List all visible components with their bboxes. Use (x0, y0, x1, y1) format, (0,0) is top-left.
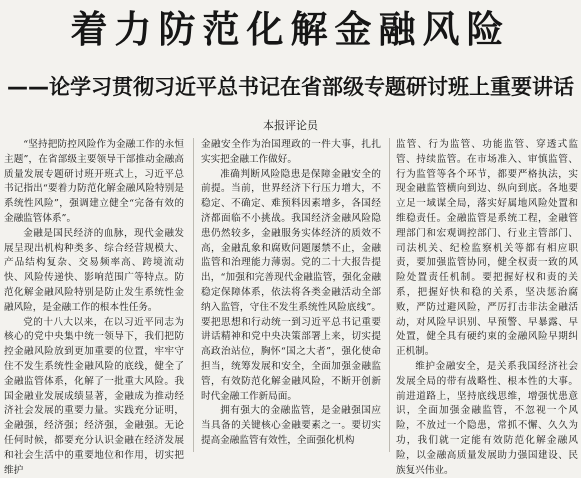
paragraph: 准确判断风险隐患是保障金融安全的前提。当前，世界经济下行压力增大，不稳定、不确定、难预料因素增多，各国经济都面临不小挑战。我国经济金融风险隐患仍然较多，金融服务实体经济的质效不高，金融乱象和腐败问题屡禁不止，金融监管和治理能力薄弱。党的二十大报告提出，“加强和完善现代金融监管，强化金融稳定保障体系，依法将各类金融活动全部纳入监管，守住不发生系统性风险底线”。要把思想和行动统一到习近平总书记重要讲话精神和党中央决策部署上来，切实提高政治站位，胸怀“国之大者”，强化使命担当，统筹发展和安全，全面加强金融监管，有效防范化解金融风险，不断开创新时代金融工作新局面。 (201, 168, 381, 402)
column-divider (193, 138, 194, 452)
paragraph: 监管、行为监管、功能监管、穿透式监管、持续监管。在市场准入、审慎监管、行为监管等各个环节，都要严格执法，实现金融监管横向到边、纵向到底。各地要立足一域谋全局，落实好属地风险处置和维稳责任。金融监管是系统工程，金融管理部门和宏观调控部门、行业主管部门、司法机关、纪检监察机关等都有相应职责，要加强监管协同，健全权责一致的风险处置责任机制。要把握好权和责的关系，把握好快和稳的关系，坚决惩治腐败，严防过避风险，严厉打击非法金融活动，对风险早识别、早预警、早暴露、早处置，健全具有硬约束的金融风险早期纠正机制。 (396, 139, 578, 358)
paragraph: 党的十八大以来，在以习近平同志为核心的党中央集中统一领导下，我们把防控金融风险放到更加重要的位置，牢牢守住不发生系统性金融风险的底线，健全了金融监管体系，化解了一批重大风险。我国金融业发展成绩显著，金融成为推动经济社会发展的重要力量。实践充分证明，金融强，经济强；经济强，金融强。无论任何时候，都要充分认识金融在经济发展和社会生活中的重要地位和作用，切实把维护 (4, 316, 184, 476)
paragraph: “坚持把防控风险作为金融工作的永恒主题”，在省部级主要领导干部推动金融高质量发展专题研讨班开班式上，习近平总书记指出“要着力防范化解金融风险特别是系统性风险”，强调建立健全“完备有效的金融监管体系”。 (4, 139, 184, 224)
byline: 本报评论员 (263, 119, 318, 132)
article-column-1 (4, 138, 184, 476)
subtitle: ——论学习贯彻习近平总书记在省部级专题研讨班上重要讲话 (7, 75, 574, 99)
article-column-3 (396, 138, 578, 476)
headline: 着力防范化解金融风险 (70, 8, 511, 51)
paragraph: 拥有强大的金融监管，是金融强国应当具备的关键核心金融要素之一。要切实提高金融监管有效性，全面强化机构 (201, 405, 381, 446)
article-column-2 (201, 138, 381, 454)
paragraph: 维护金融安全，是关系我国经济社会发展全局的带有战略性、根本性的大事。前进道路上，坚持底线思维，增强忧患意识，全面加强金融监管，不忽视一个风险，不放过一个隐患，常抓不懈、久久为功，我们就一定能有效防范化解金融风险，以金融高质量发展助力强国建设、民族复兴伟业。 (396, 360, 578, 476)
column-divider (389, 138, 390, 452)
paragraph: 金融是国民经济的血脉，现代金融发展呈现出机构种类多、综合经营规模大、产品结构复杂、交易频率高、跨境流动快、风险传递快、影响范围广等特点。防范化解金融风险特别是防止发生系统性金融风险，是金融工作的根本性任务。 (4, 227, 184, 313)
paragraph: 金融安全作为治国理政的一件大事，扎扎实实把金融工作做好。 (201, 139, 381, 165)
